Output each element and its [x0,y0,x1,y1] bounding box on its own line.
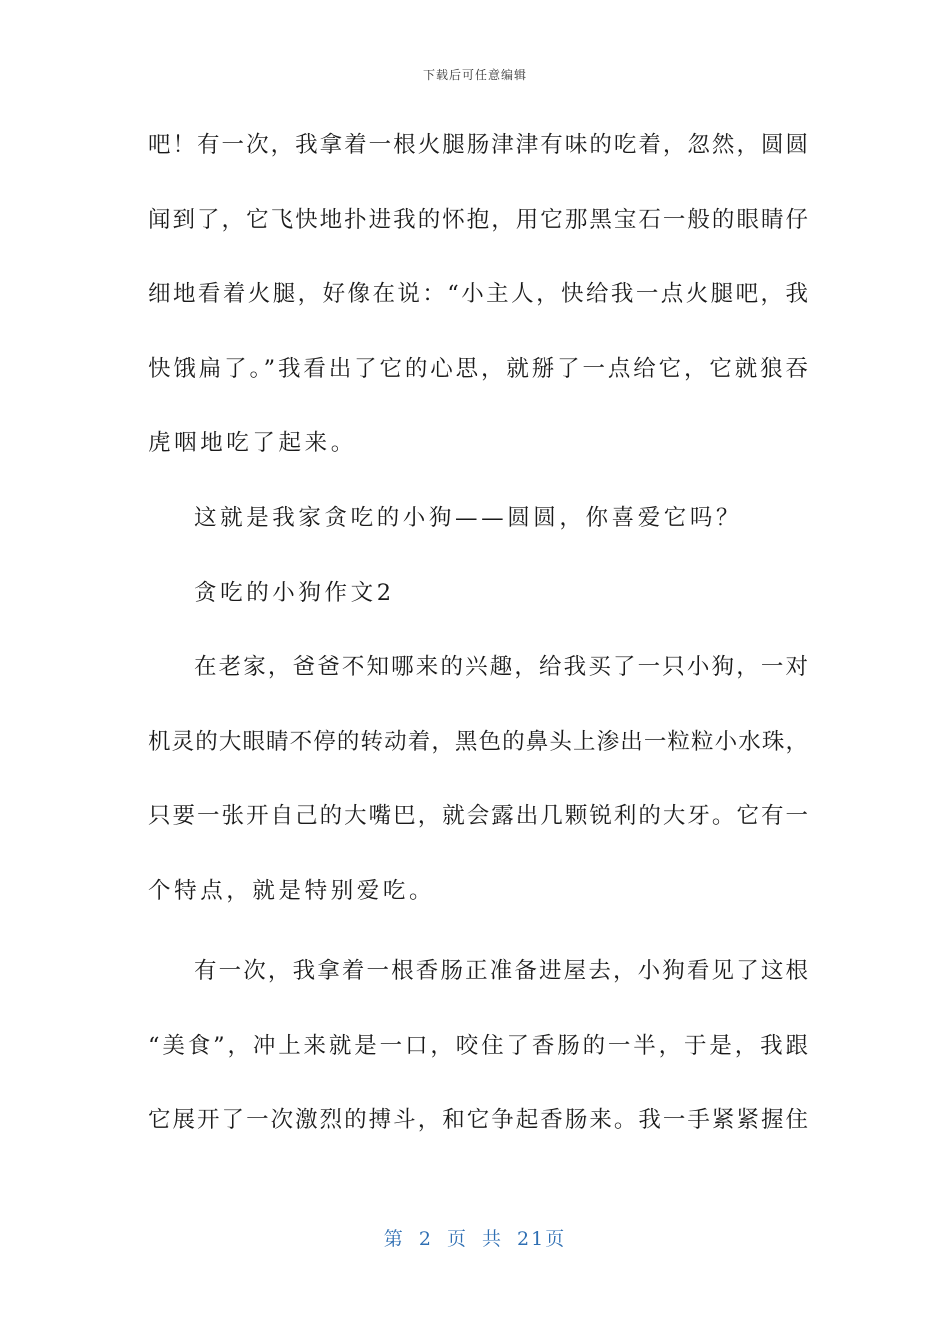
body-line: 吧！有一次，我拿着一根火腿肠津津有味的吃着，忽然，圆圆 [148,132,808,158]
body-line: 闻到了，它飞快地扑进我的怀抱，用它那黑宝石一般的眼睛仔 [148,206,808,233]
document-body [148,126,808,1176]
page-number-footer: 第 2 页 共 21页 [383,1228,567,1250]
paragraph-first-line: 有一次，我拿着一根香肠正准备进屋去，小狗看见了这根 [194,957,808,984]
paragraph-first-line: 这就是我家贪吃的小狗——圆圆，你喜爱它吗？ [194,504,743,531]
body-line: “美食”，冲上来就是一口，咬住了香肠的一半，于是，我跟 [148,1032,808,1059]
body-line: 只要一张开自己的大嘴巴，就会露出几颗锐利的大牙。它有一 [148,803,808,830]
body-line: 机灵的大眼睛不停的转动着，黑色的鼻头上渗出一粒粒小水珠， [148,728,808,755]
body-line: 它展开了一次激烈的搏斗，和它争起香肠来。我一手紧紧握住 [148,1107,808,1134]
body-line: 快饿扁了。”我看出了它的心思，就掰了一点给它，它就狼吞 [148,355,808,382]
section-title: 贪吃的小狗作文2 [194,579,395,606]
body-line: 虎咽地吃了起来。 [148,430,357,457]
page-header: 下载后可任意编辑 [422,68,527,82]
body-line: 个特点，就是特别爱吃。 [148,877,436,904]
body-line: 细地看着火腿，好像在说：“小主人，快给我一点火腿吧，我 [148,281,808,308]
paragraph-first-line: 在老家，爸爸不知哪来的兴趣，给我买了一只小狗，一对 [194,654,808,681]
